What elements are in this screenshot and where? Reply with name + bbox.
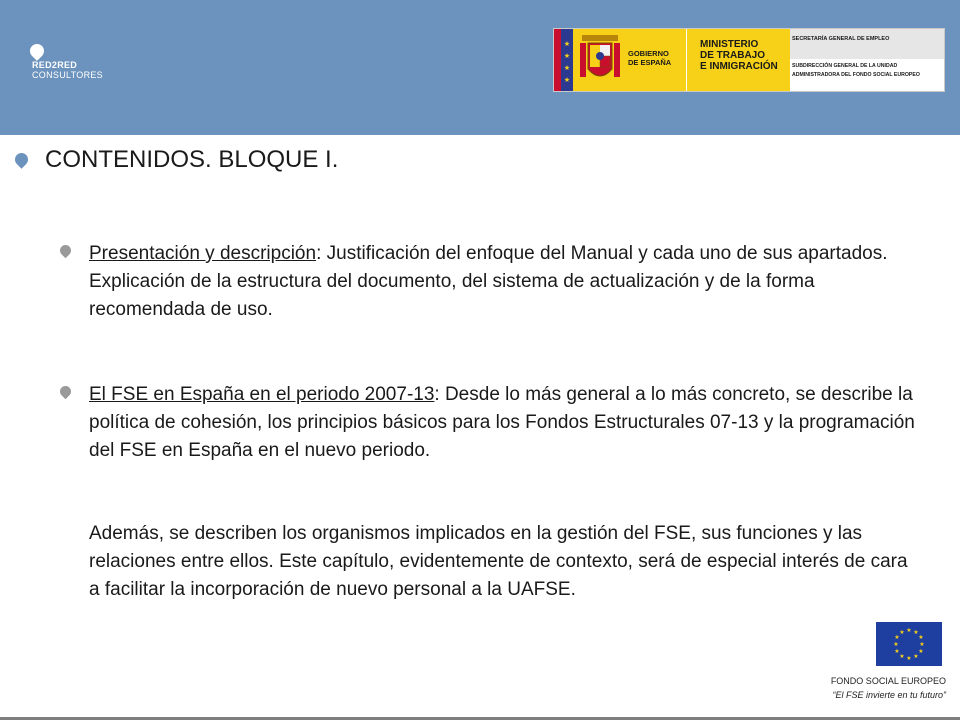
subdireccion-line-1: SUBDIRECCIÓN GENERAL DE LA UNIDAD (792, 63, 898, 69)
bullet-icon (58, 384, 74, 400)
fund-name: FONDO SOCIAL EUROPEO (830, 676, 946, 686)
red2red-drop-icon (27, 41, 47, 61)
header-banner (0, 0, 960, 135)
eu-flag-icon (876, 622, 942, 666)
secretaria-label: SECRETARÍA GENERAL DE EMPLEO (792, 36, 890, 42)
secretaria-panel (790, 29, 944, 59)
subdireccion-line-2: ADMINISTRADORA DEL FONDO SOCIAL EUROPEO (792, 72, 920, 78)
eu-caption (760, 674, 946, 702)
list-item-fse-espana (89, 381, 919, 465)
svg-text:★: ★ (893, 641, 899, 648)
svg-text:★: ★ (913, 653, 919, 660)
svg-text:★: ★ (906, 655, 912, 662)
item-link-presentacion: Presentación y descripción (89, 243, 317, 264)
brand-line-2: CONSULTORES (32, 70, 103, 80)
spain-flag-icon (554, 29, 561, 91)
gobierno-label: GOBIERNO DE ESPAÑA (628, 49, 672, 67)
item-text-presentacion: : Justificación del enfoque del Manual y cada uno de sus apartados. Explicación de la estructura del documento, del sistema de actualización y de la forma recomendada de uso. (89, 243, 888, 320)
item-link-fse-espana: El FSE en España en el periodo 2007-13 (89, 384, 435, 405)
subdireccion-panel (790, 60, 944, 91)
svg-text:★: ★ (918, 648, 924, 655)
svg-text:★: ★ (913, 629, 919, 636)
government-logo-block (553, 28, 945, 92)
bullet-icon (58, 243, 74, 259)
title-bullet-icon (12, 150, 30, 168)
list-item-presentacion (89, 240, 919, 324)
svg-text:★: ★ (899, 653, 905, 660)
svg-text:★: ★ (919, 641, 925, 648)
svg-text:★: ★ (894, 634, 900, 641)
item-text-fse-espana: : Desde lo más general a lo más concreto, se describe la política de cohesión, los principios básicos para los Fondos Estructurales 07-13 y la programación del FSE en España en el nuevo periodo. (89, 384, 915, 461)
coat-of-arms-icon (578, 33, 622, 87)
extra-paragraph: Además, se describen los organismos implicados en la gestión del FSE, sus funciones y las relaciones entre ellos. Este capítulo, evidentemente de contexto, será de especial interés de cara a facilitar la incorporación de nuevo personal a la UAFSE. (89, 523, 908, 600)
gov-separator (686, 29, 687, 91)
svg-text:★: ★ (899, 629, 905, 636)
motto: “El FSE invierte en tu futuro” (832, 690, 946, 700)
page-title: CONTENIDOS. BLOQUE I. (45, 146, 339, 173)
ministerio-label: MINISTERIO DE TRABAJO E INMIGRACIÓN (700, 39, 778, 72)
brand-line-1: RED2RED (32, 60, 78, 70)
svg-text:★: ★ (894, 648, 900, 655)
stars-icon: ★ ★ ★ ★ (563, 41, 571, 84)
svg-text:★: ★ (918, 634, 924, 641)
svg-text:★: ★ (906, 627, 912, 634)
